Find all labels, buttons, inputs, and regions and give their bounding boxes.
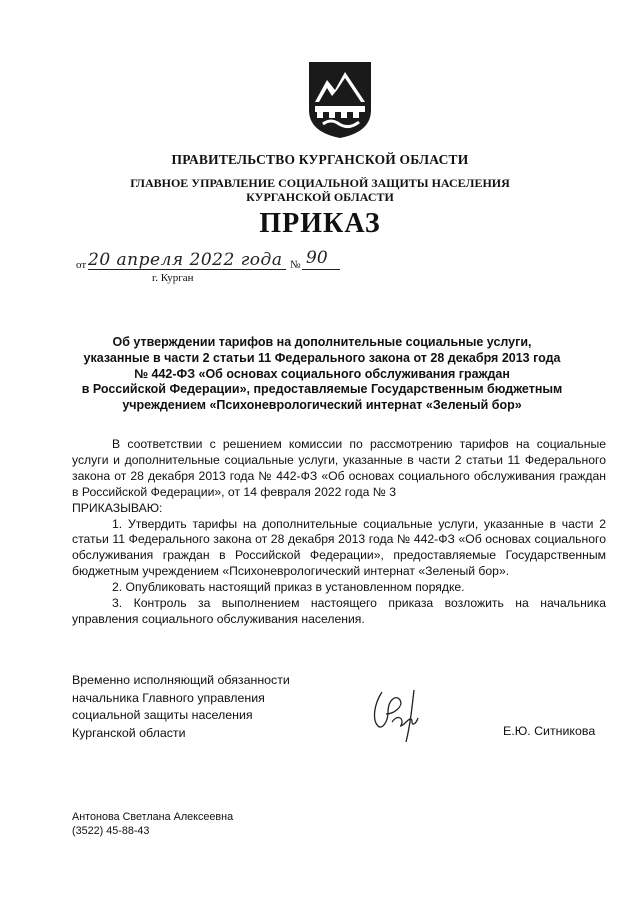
- subject-line: учреждением «Психоневрологический интернат «Зеленый бор»: [122, 398, 522, 413]
- position-line: начальника Главного управления: [72, 690, 265, 705]
- city: г. Курган: [152, 272, 194, 284]
- preamble-paragraph: В соответствии с решением комиссии по рассмотрению тарифов на социальные услуги и дополнительные социальные услуги, указанные в части 2 статьи 11 Федерального закона от 28 декабря 2013 года № 442-ФЗ «Об основах социального обслуживания граждан в Российской Федерации», от 14 февраля 2022 года № 3: [72, 437, 606, 499]
- subject-line: № 442-ФЗ «Об основах социального обслуживания граждан: [134, 366, 510, 381]
- document-title: ПРИКАЗ: [259, 208, 381, 239]
- order-body: [72, 437, 606, 628]
- order-word: ПРИКАЗЫВАЮ:: [72, 500, 163, 515]
- government-name: ПРАВИТЕЛЬСТВО КУРГАНСКОЙ ОБЛАСТИ: [171, 152, 469, 167]
- position-line: социальной защиты населения: [72, 708, 253, 723]
- executor-name: Антонова Светлана Алексеевна: [72, 811, 234, 823]
- subject-line: указанные в части 2 статьи 11 Федерального закона от 28 декабря 2013 года: [83, 350, 561, 365]
- order-item-1: 1. Утвердить тарифы на дополнительные социальные услуги, указанные в части 2 статьи 11 Федерального закона от 28 декабря 2013 года № 442-ФЗ «Об основах социального обслуживания граждан в Российской Федерации», предоставляемые Государственным бюджетным учреждением «Психоневрологический интернат «Зеленый бор».: [72, 516, 606, 579]
- department-name-line1: ГЛАВНОЕ УПРАВЛЕНИЕ СОЦИАЛЬНОЙ ЗАЩИТЫ НАСЕЛЕНИЯ: [130, 176, 510, 190]
- date-underline: [88, 269, 286, 270]
- signatory-position: [72, 672, 290, 742]
- executor-phone: (3522) 45-88-43: [72, 824, 150, 837]
- executor-contact: [72, 811, 233, 838]
- order-subject: [80, 335, 564, 414]
- number-prefix: №: [290, 259, 301, 271]
- handwritten-signature: [368, 686, 428, 744]
- handwritten-number: 90: [306, 248, 328, 268]
- order-item-3: 3. Контроль за выполнением настоящего приказа возложить на начальника управления социального обслуживания населения.: [72, 596, 606, 626]
- order-item-2: 2. Опубликовать настоящий приказ в установленном порядке.: [112, 580, 465, 595]
- subject-line: Об утверждении тарифов на дополнительные социальные услуги,: [112, 335, 532, 349]
- coat-of-arms-emblem: [305, 58, 375, 140]
- date-prefix: от: [76, 259, 87, 271]
- number-underline: [302, 269, 340, 270]
- signer-name: Е.Ю. Ситникова: [503, 724, 596, 738]
- subject-line: в Российской Федерации», предоставляемые Государственным бюджетным: [81, 382, 563, 397]
- position-line: Курганской области: [72, 725, 186, 740]
- position-line: Временно исполняющий обязанности: [72, 673, 290, 687]
- department-name-line2: КУРГАНСКОЙ ОБЛАСТИ: [246, 190, 394, 204]
- handwritten-date: 20 апреля 2022 года: [88, 250, 283, 270]
- date-number-line: [76, 248, 356, 292]
